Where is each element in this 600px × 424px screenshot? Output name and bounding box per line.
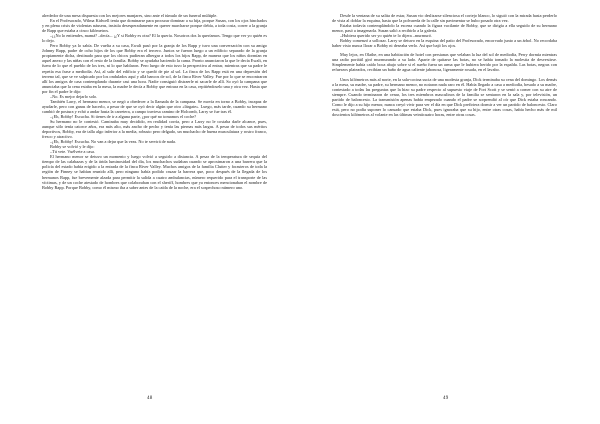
paragraph: Estaba todavía contemplándolo la escena cuando la figura vacilante de Bobby, que se dirigía a ella seguido de su hermano menor, pasó a imagenarla. Susan salió a recibirlo a la galería. — [332, 23, 557, 34]
paragraph: También Larry, el hermano menor, se negó a obedecer a la llamada de la campana. Se movía en torno a Bobby, incapaz de ayudarle, pero con ganas de hacerlo, a pesar de que se oyó decir algún que otro «lárgate». Luego, más tarde, cuando su hermano cambió de postura y echó a andar hasta la carretera, a campo traviesa camino de Holcomb, Larry se fue tras él. — [42, 98, 267, 114]
paragraph: Bobby se volvió y le dijo: — [50, 144, 95, 150]
paragraph: Desde la ventana de su salita de estar, Susan vio deslizarse silenciosa el cortejo blanco, lo siguió con la mirada hasta perderlo de vista al doblar la esquina, hasta que la polvareda de la calle sin pavimentar se hubo posado otra vez. — [332, 13, 557, 24]
paragraph: El hermano menor se detuvo un momento y luego volvió a seguirlo a distancia. A pesar de la temperatura de sequía del tiempo de las calabazas y de la árida luminosidad del día, los muchachos sudaban cuando se aproximaron a una barrera que la policía del estado había erigido a la entrada de la finca River Valley. Muchos amigos de la familia Clutter y forasteros de toda la región de Finney se habían reunido allí, pero ninguno había podido cruzar la barrera que, poco después de la llegada de los hermanos Rapp, fue brevemente alzada para permitir la salida a cuatro ambulancias, número requerido para el transporte de las víctimas, y de un coche atestado de hombres que colaboraban con el sheriff, hombres que ya entonces mencionaban el nombre de Bobby Rapp. Porque Bobby, como él mismo iba a saber antes de la caída de la noche, era el sospechoso número uno. — [42, 154, 267, 190]
paragraph: Su hermano no le contestó. Caminaba muy decidido, en realidad corría, pero a Larry no le costaba darle alcance, pues, aunque sólo tenía catorce años, era más alto, más ancho de pecho y tenía las piernas más largas. A pesar de todos sus méritos deportivos, Bobby, era de talla algo inferior a la media, robusto pero delgado, un muchacho de buena musculatura y rostro franco, fresco y atractivo. — [42, 118, 267, 140]
paragraph: alrededor de una mesa dispuesta con los mejores manjares, sino ante el túmulo de un funeral múltiple. — [42, 13, 218, 18]
paragraph: Bobby comenzó a sollozar. Larry se detuvo en la esquina del patio del Profesorado, encorvado junto a un árbol. No recordaba haber visto nunca llorar a Bobby ni deseaba verlo. Así que bajó los ojos. — [332, 38, 557, 49]
paragraph: En el Profesorado, Wilma Kidwell tenía que dominarse para procurar dominar a su hija, porque Susan, con los ojos hinchados y en plena crisis de violentas náuseas, insistía desesperadamente en querer marcharse porque debía, a toda costa, correr a la granja de Rapp que estaba a cinco kilómetros. — [42, 18, 267, 34]
right-page — [300, 0, 600, 424]
paragraph: Muy lejos, en Olathe, en una habitación de hotel con persianas que velaban la luz del sol de mediodía, Perry dormía mientras una radio portátil giró murmurando a su lado. Aparte de quitarse las botas, no se había tomado la molestia de desvestirse. Simplemente había caído boca abajo sobre si el sueño fuera un arma que le hubiera herido por la espalda. Las botas, negras con refuerzos plateados, recibían un baño de agua caliente jabonosa, ligeramente rosada, en el lavabo. — [332, 52, 557, 73]
right-page-text — [332, 13, 557, 117]
left-page-text — [42, 13, 267, 190]
paragraph: –¡Eh, Bobby! Escucha. No van a dejar que la veas. No te servirá de nada. — [50, 139, 176, 145]
paragraph: –Tú vete. Vuélvete a casa. — [50, 149, 95, 155]
paragraph: Unos kilómetros más al norte, en la sala-cocina sucia de una modesta granja, Dick terminaba su cena del domingo. Los demás a la mesa, su madre, su padre, su hermano menor, no notaron nada raro en él. Había llegado a casa a mediodía, besado a su madre, contestado a todas las preguntas que la hizo su padre respecto al supuesto viaje de Fort Scott y se sentó a comer con su aire de siempre. Cuando terminaron de cenar, los tres miembros masculinos de la familia se sentaron en la sala y, por televisión, un partido de baloncesto. La transmisión apenas había empezado cuando el padre se sorprendió al oír que Dick estaba roncando. Como le dijo a su hijo menor, nunca creyó vivir para ver el día en que Dick prefiriera dormir a ver un partido de baloncesto. Claro está, pero no podía suponer lo cansado que estaba Dick, pues ignoraba que su hijo, entre otras cosas, había hecho más de mil doscientos kilómetros al volante en las últimas veinticuatro horas, entre otras cosas. — [332, 76, 557, 117]
page-number: 48 — [147, 396, 153, 401]
paragraph: –¡Eh, Bobby! Escucha. Si tienes de ir a alguna parte, ¿por qué no tomamos el coche? — [50, 113, 197, 119]
paragraph: –No. Es mejor dejarlo solo. — [50, 93, 98, 99]
paragraph: –Hubiera querido ser yo quién te lo dijera –murmuró. — [340, 33, 432, 39]
paragraph: –¡¿No lo entiendes, mamá? –decía–. ¡¿Y si Bobby es otra? El la quería. Nosotros dos la queríamos. Tengo que ver yo quién es lo dejo. — [42, 33, 267, 44]
paragraph: Pero Bobby ya lo sabía. De vuelta a su casa, Ewalt pasó por la granja de los Rapp y tuvo una conversación con su amigo Johnny Rapp, padre de ocho hijos de los que Bobby era el tercero. Juntos se fueron luego a un edificio separado de la granja propiamente dicha, destinado para que los chicos pudieran albergar a todos los hijos Rapp, de manera que los niños dormían en aquel anexo y las niñas con el resto de la familia. Bobby se ayudaba haciendo la cama. Pronto anunciaron la que le decía Ewalt, en fuera de lo que el pueblo de los tres, ni lo que hablaron. Pero luego de esto tuvo la perspectiva al entrar, mientras que su padre le repetía esa frase a mediodía. Así, al salir del edificio y se quedó de pie al sol. La finca de los Rapp está en una depresión del terreno tal, que se ve salpicado por los ondulados aquí y allá bancos de sol, de la finca River Valley. Fue por lo que se encontraron allí los amigos de casa contemplando durante casi una hora. Nadie consiguió distraerle ni sacarle de allí. So oyó la campana que anunciaba que la cena estaba en la mesa, la madre le decía a Bobby que entrara en la casa, repitiéndoselo una y otra vez. Hasta que por fin el padre le dijo: — [42, 43, 267, 94]
page-number: 49 — [443, 396, 449, 401]
